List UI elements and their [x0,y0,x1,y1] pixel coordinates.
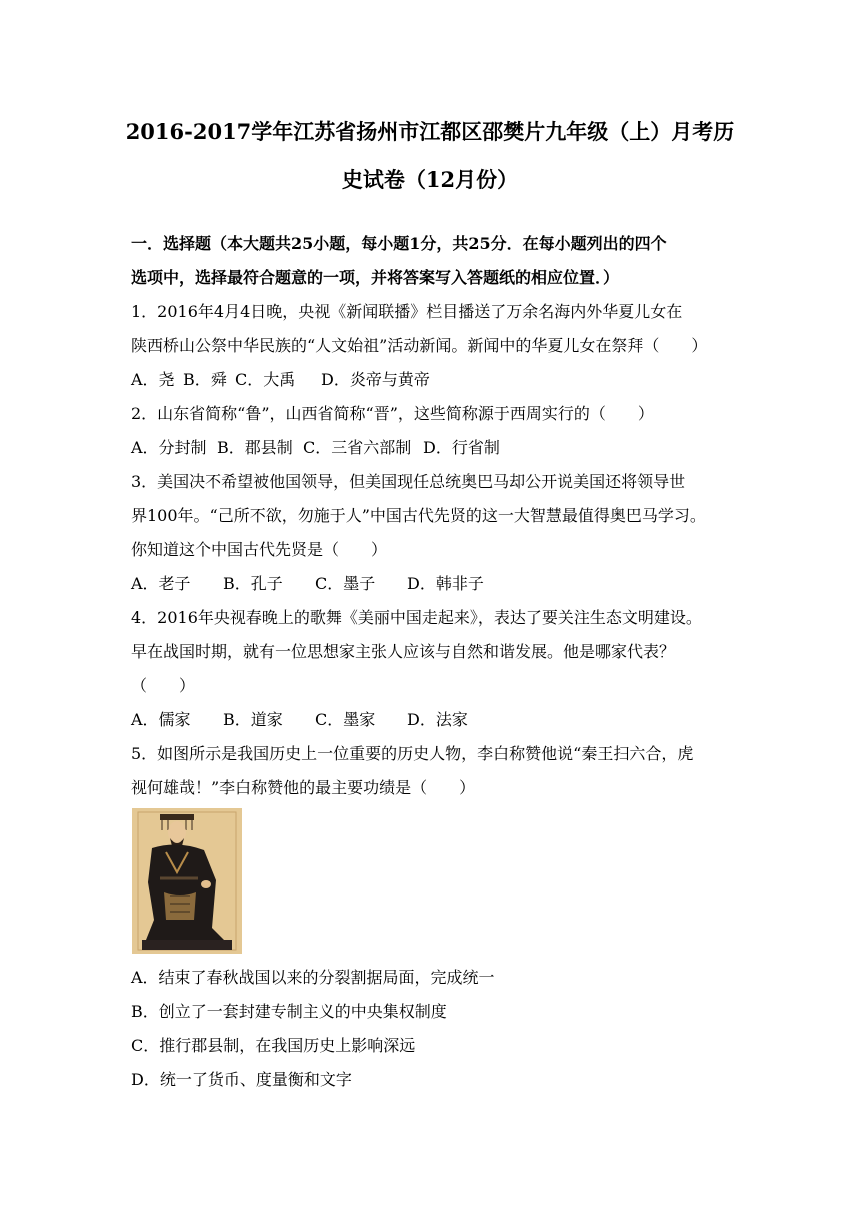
q4-options [131,708,741,732]
q3-line-3: 你知道这个中国古代先贤是（ ） [131,540,388,559]
q2-option-c: C．三省六部制 [303,438,412,457]
q4-option-a: A．儒家 [131,710,191,729]
document-title [100,108,760,204]
q5-option-b: B．创立了一套封建专制主义的中央集权制度 [131,1002,447,1021]
title-line-2: 史试卷（12月份） [341,167,519,192]
q2-options [131,436,741,460]
q4-line-3: （ ） [131,676,196,695]
section-heading-line-1: 一．选择题（本大题共25小题，每小题1分，共25分．在每小题列出的四个 [131,234,667,253]
q3-line-2: 界100年。“己所不欲，勿施于人”中国古代先贤的这一大智慧最值得奥巴马学习。 [131,506,706,525]
q3-option-c: C．墨子 [315,574,376,593]
q1-option-b: B．舜 [183,370,227,389]
q3-option-a: A．老子 [131,574,191,593]
q5-option-a: A．结束了春秋战国以来的分裂割据局面，完成统一 [131,968,495,987]
title-line-1: 2016-2017学年江苏省扬州市江都区邵樊片九年级（上）月考历 [125,119,735,144]
q5-line-2: 视何雄哉！”李白称赞他的最主要功绩是（ ） [131,778,476,797]
q1-options [131,368,741,392]
q2-line-1: 2．山东省简称“鲁”，山西省简称“晋”，这些简称源于西周实行的（ ） [131,404,654,423]
q1-option-a: A．尧 [131,370,175,389]
q1-line-2: 陕西桥山公祭中华民族的“人文始祖”活动新闻。新闻中的华夏儿女在祭拜（ ） [131,336,708,355]
q3-option-d: D．韩非子 [407,574,484,593]
emperor-figure-illustration [132,808,242,954]
q4-option-c: C．墨家 [315,710,376,729]
q4-line-2: 早在战国时期，就有一位思想家主张人应该与自然和谐发展。他是哪家代表？ [131,642,676,661]
q3-line-1: 3．美国决不希望被他国领导，但美国现任总统奥巴马却公开说美国还将领导世 [131,472,686,491]
q1-line-1: 1．2016年4月4日晚，央视《新闻联播》栏目播送了万余名海内外华夏儿女在 [131,302,683,321]
q4-line-1: 4．2016年央视春晚上的歌舞《美丽中国走起来》，表达了要关注生态文明建设。 [131,608,702,627]
q1-option-c: C．大禹 [235,370,296,389]
q3-option-b: B．孔子 [223,574,283,593]
q4-option-d: D．法家 [407,710,468,729]
emperor-portrait-image [132,808,242,954]
q5-option-c: C．推行郡县制，在我国历史上影响深远 [131,1036,416,1055]
q4-option-b: B．道家 [223,710,283,729]
q2-option-a: A．分封制 [131,438,207,457]
q1-option-d: D．炎帝与黄帝 [321,370,430,389]
section-heading-line-2: 选项中，选择最符合题意的一项，并将答案写入答题纸的相应位置．） [131,268,620,287]
q3-options [131,572,741,596]
q5-line-1: 5．如图所示是我国历史上一位重要的历史人物，李白称赞他说“秦王扫六合，虎 [131,744,694,763]
q5-option-d: D．统一了货币、度量衡和文字 [131,1070,352,1089]
q2-option-d: D．行省制 [423,438,500,457]
q2-option-b: B．郡县制 [217,438,293,457]
